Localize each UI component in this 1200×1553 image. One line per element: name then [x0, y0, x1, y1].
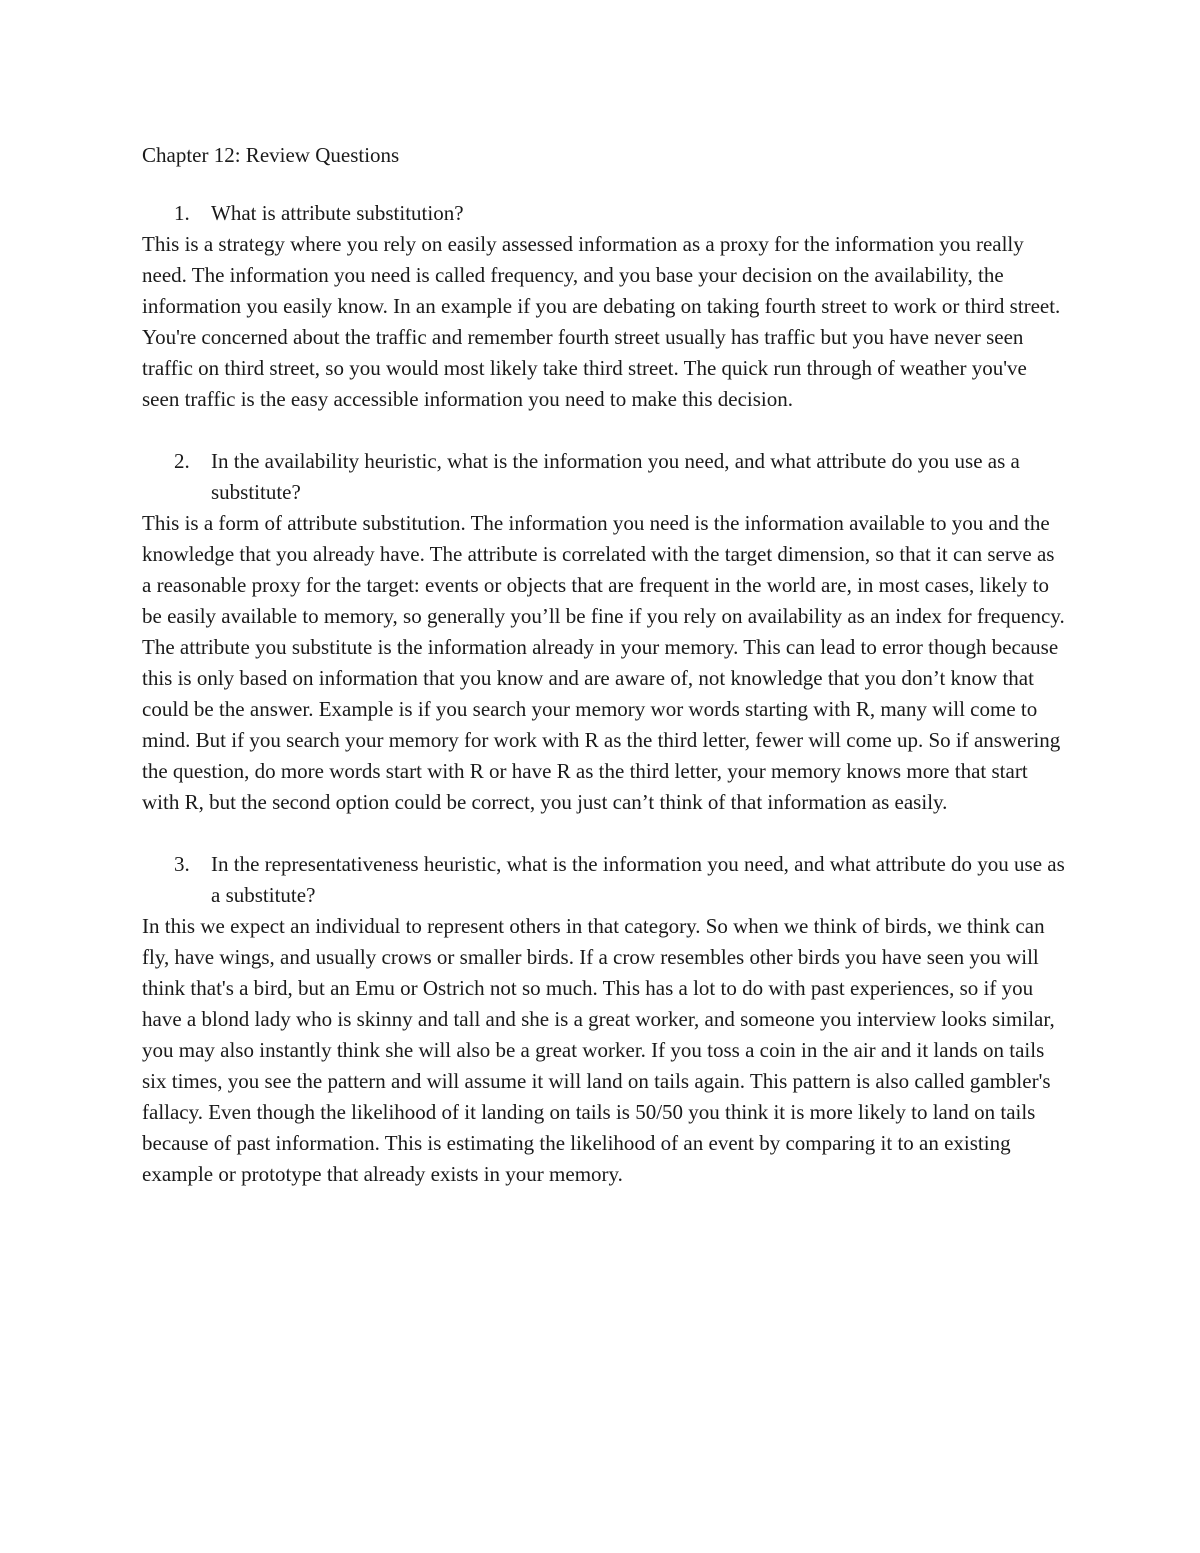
question-number-2: 2.: [174, 449, 190, 473]
answer-3: In this we expect an individual to represent others in that category. So when we think of birds, we think can fly, have wings, and usually crows or smaller birds. If a crow resembles other birds you have seen you will think that's a bird, but an Emu or Ostrich not so much. This has a lot to do with past experiences, so if you have a blond lady who is skinny and tall and she is a great worker, and someone you interview looks similar, you may also instantly think she will also be a great worker. If you toss a coin in the air and it lands on tails six times, you see the pattern and will assume it will land on tails again. This pattern is also called gambler's fallacy. Even though the likelihood of it landing on tails is 50/50 you think it is more likely to land on tails because of past information. This is estimating the likelihood of an event by comparing it to an existing example or prototype that already exists in your memory.: [142, 914, 1055, 1186]
answer-1: This is a strategy where you rely on easily assessed information as a proxy for the information you really need. The information you need is called frequency, and you base your decision on the availability, the information you easily know. In an example if you are debating on taking fourth street to work or third street. You're concerned about the traffic and remember fourth street usually has traffic but you have never seen traffic on third street, so you would most likely take third street. The quick run through of weather you've seen traffic is the easy accessible information you need to make this decision.: [142, 232, 1061, 411]
document-title: Chapter 12: Review Questions: [142, 143, 400, 167]
question-block-3: [142, 849, 1067, 1190]
answer-2: This is a form of attribute substitution. The information you need is the information available to you and the knowledge that you already have. The attribute is correlated with the target dimension, so that it can serve as a reasonable proxy for the target: events or objects that are frequent in the world are, in most cases, likely to be easily available to memory, so generally you’ll be fine if you rely on availability as an index for frequency. The attribute you substitute is the information already in your memory. This can lead to error though because this is only based on information that you know and are aware of, not knowledge that you don’t know that could be the answer. Example is if you search your memory wor words starting with R, many will come to mind. But if you search your memory for work with R as the third letter, fewer will come up. So if answering the question, do more words start with R or have R as the third letter, your memory knows more that start with R, but the second option could be correct, you just can’t think of that information as easily.: [142, 511, 1065, 814]
question-block-2: [142, 446, 1067, 818]
question-number-3: 3.: [174, 852, 190, 876]
question-text-3: In the representativeness heuristic, what is the information you need, and what attribute do you use as a substitute?: [211, 852, 1065, 907]
paragraph-spacer: [142, 818, 1067, 849]
question-3: [142, 849, 1067, 911]
paragraph-spacer: [142, 415, 1067, 446]
question-1: [142, 198, 1067, 229]
question-number-1: 1.: [174, 201, 190, 225]
question-block-1: [142, 198, 1067, 415]
document-page: [142, 140, 1067, 1190]
question-2: [142, 446, 1067, 508]
question-text-1: What is attribute substitution?: [211, 201, 464, 225]
question-text-2: In the availability heuristic, what is the information you need, and what attribute do you use as a substitute?: [211, 449, 1020, 504]
